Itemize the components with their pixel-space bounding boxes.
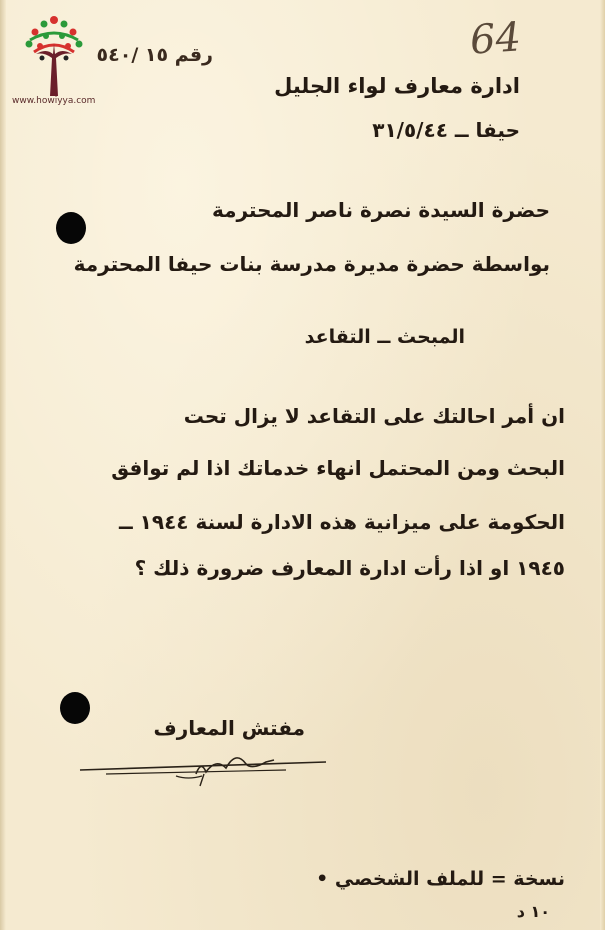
- subject-line: المبحث ــ التقاعد: [304, 326, 465, 348]
- punch-hole-bottom: [60, 692, 90, 724]
- letter-date: حيفا ــ ٣١/٥/٤٤: [372, 118, 520, 142]
- body-line-1: ان أمر احالتك على التقاعد لا يزال تحت: [183, 404, 565, 428]
- via-line: بواسطة حضرة مديرة مدرسة بنات حيفا المحترمة: [73, 252, 550, 276]
- page-edge-left: [0, 0, 6, 930]
- body-line-2: البحث ومن المحتمل انهاء خدماتك اذا لم توافق: [111, 456, 565, 480]
- page-number: 64: [468, 14, 523, 64]
- reference-number: رقم ١٥ /٥٤٠: [96, 44, 213, 66]
- recipient-line: حضرة السيدة نصرة ناصر المحترمة: [211, 198, 550, 222]
- copy-note: نسخة = للملف الشخصي •: [316, 868, 565, 890]
- signatory-title: مفتش المعارف: [153, 716, 305, 740]
- punch-hole-top: [56, 212, 86, 244]
- body-line-4: ١٩٤٥ او اذا رأت ادارة المعارف ضرورة ذلك ؟: [134, 556, 565, 580]
- page-edge-right: [600, 0, 605, 930]
- howiyya-tree-logo-icon: [22, 12, 86, 96]
- handwritten-signature-icon: [76, 740, 356, 790]
- department-name: ادارة معارف لواء الجليل: [274, 74, 520, 98]
- logo-url-text: www.howiyya.com: [12, 96, 96, 106]
- body-line-3: الحكومة على ميزانية هذه الادارة لسنة ١٩٤٤ ــ: [119, 510, 565, 534]
- copy-reference: ١٠ د: [516, 902, 550, 921]
